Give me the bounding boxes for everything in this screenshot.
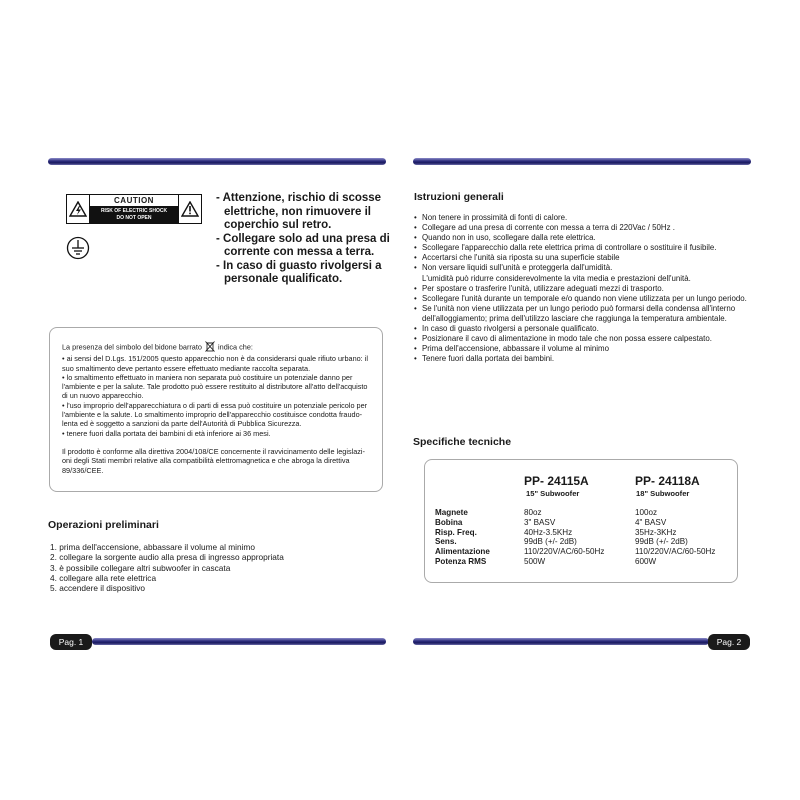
list-item: • Accertarsi che l'unità sia riposta su una superficie stabile: [414, 253, 784, 263]
list-item: • Collegare ad una presa di corrente con messa a terra di 220Vac / 50Hz .: [414, 223, 784, 233]
recycle-line: • lo smaltimento effettuato in maniera non separata può costituire un potenziale danno per: [62, 372, 353, 382]
spec-value: 99dB (+/- 2dB): [524, 537, 577, 547]
specs-title: Specifiche tecniche: [413, 436, 512, 448]
spec-label: Bobina: [435, 517, 463, 527]
spec-value: 40Hz-3.5KHz: [524, 527, 573, 537]
recycling-intro: La presenza del simbolo del bidone barrato indica che:: [62, 341, 372, 354]
model-subtitle: 18" Subwoofer: [636, 489, 690, 498]
spec-label: Risp. Freq.: [435, 527, 477, 537]
list-item: • Scollegare l'unità durante un temporale e/o quando non viene utilizzata per un lungo periodo.: [414, 294, 784, 304]
spec-values-24115a: [524, 508, 604, 567]
bottom-rule-right: [413, 638, 709, 645]
spec-label: Sens.: [435, 537, 457, 547]
spec-value: 80oz: [524, 508, 542, 517]
list-item: 2. collegare la sorgente audio alla presa di ingresso appropriata: [50, 552, 284, 563]
list-item: • Non tenere in prossimità di fonti di calore.: [414, 213, 784, 223]
recycle-line: • l'uso improprio dell'apparecchiatura o di parti di essa può costituire un potenziale pericolo per: [62, 400, 368, 410]
list-item: • Posizionare il cavo di alimentazione in modo tale che non possa essere calpestato.: [414, 334, 784, 344]
warning-item: - Collegare solo ad una presa di corrente con messa a terra.: [216, 232, 390, 258]
spec-value: 110/220V/AC/60-50Hz: [635, 547, 716, 557]
recycle-line: di un nuovo apparecchio.: [62, 391, 144, 401]
list-item: • In caso di guasto rivolgersi a personale qualificato.: [414, 324, 784, 334]
list-item: • Per spostare o trasferire l'unità, utilizzare adeguati mezzi di trasporto.: [414, 284, 784, 294]
crossed-bin-icon: [205, 341, 215, 354]
recycle-line: • ai sensi del D.Lgs. 151/2005 questo apparecchio non è da considerarsi quale rifiuto urbano: il: [62, 354, 368, 364]
recycle-line: l'ambiente e per la salute. Tale prodotto può essere restituito al distributore all'atto dell'acquisto: [62, 382, 368, 392]
safety-warnings: [216, 192, 396, 287]
list-item: • Quando non in uso, scollegare dalla rete elettrica.: [414, 233, 784, 243]
recycle-line: lenta ed è soggetto a sanzioni da parte dell'Autorità di Pubblica Sicurezza.: [62, 419, 302, 429]
list-item: dell'alloggiamento; prima dell'utilizzo lasciare che raggiunga la temperatura ambientale.: [422, 313, 727, 323]
list-item: • Non versare liquidi sull'unità e proteggerla dall'umidità.: [414, 263, 784, 273]
exclamation-warning-icon: [179, 195, 201, 223]
general-instructions-list: [414, 213, 784, 364]
model-name: PP- 24115A: [524, 474, 589, 488]
bottom-rule-left: [92, 638, 386, 645]
spec-value: 100oz: [635, 508, 658, 517]
top-rule-right: [413, 158, 751, 165]
caution-title: CAUTION: [114, 196, 154, 205]
list-item: 4. collegare alla rete elettrica: [50, 572, 157, 583]
directive-line: 89/336/CEE.: [62, 465, 104, 475]
warning-item: - In caso di guasto rivolgersi a personale qualificato.: [216, 259, 382, 285]
spec-label: Alimentazione: [435, 547, 490, 557]
spec-value: 4" BASV: [635, 517, 667, 527]
general-title: Istruzioni generali: [414, 191, 504, 203]
recycling-notice-box: [49, 327, 383, 492]
list-item: 1. prima dell'accensione, abbassare il volume al minimo: [50, 542, 255, 552]
list-item: • Tenere fuori dalla portata dei bambini.: [414, 354, 784, 364]
spec-label: Magnete: [435, 508, 468, 517]
list-item: • Scollegare l'apparecchio dalla rete elettrica prima di controllare o sostituire il fusibile.: [414, 243, 784, 253]
model-subtitle: 15" Subwoofer: [526, 489, 580, 498]
directive-line: Il prodotto è conforme alla direttiva 2004/108/CE concernente il ravvicinamento delle legislazi-: [62, 446, 365, 456]
recycle-line: • tenere fuori dalla portata dei bambini di età inferiore ai 36 mesi.: [62, 428, 271, 438]
operations-list: [50, 542, 284, 593]
model-name: PP- 24118A: [635, 474, 700, 488]
list-item: • Se l'unità non viene utilizzata per un lungo periodo può formarsi della condensa all'interno: [414, 304, 784, 314]
lightning-warning-icon: [67, 195, 89, 223]
spec-values-24118a: [635, 508, 715, 567]
ground-symbol-icon: [66, 236, 90, 265]
list-item: L'umidità può ridurre considerevolmente la vita media e prestazioni dell'unità.: [422, 273, 691, 283]
warning-item: - Attenzione, rischio di scosse elettriche, non rimuovere il coperchio sul retro.: [216, 192, 382, 231]
top-rule-left: [48, 158, 386, 165]
recycle-line: l'ambiente e la salute. Lo smaltimento improprio dell'apparecchio costituisce condotta fraudo-: [62, 410, 363, 420]
spec-value: 500W: [524, 556, 546, 566]
list-item: • Prima dell'accensione, abbassare il volume al minimo: [414, 344, 784, 354]
list-item: 5. accendere il dispositivo: [50, 583, 146, 594]
spec-value: 3" BASV: [524, 517, 556, 527]
spec-value: 600W: [635, 556, 657, 566]
caution-subtitle: RISK OF ELECTRIC SHOCK DO NOT OPEN: [90, 206, 178, 223]
spec-value: 35Hz-3KHz: [635, 527, 677, 537]
directive-line: oni degli Stati membri relative alla compatibilità elettromagnetica e che abroga la direttiva: [62, 456, 350, 466]
recycle-line: suo smaltimento deve pertanto essere effettuato mediante raccolta separata.: [62, 363, 311, 373]
page-number: Pag. 2: [708, 634, 750, 650]
spec-value: 99dB (+/- 2dB): [635, 537, 688, 547]
caution-label: [66, 194, 202, 224]
list-item: 3. è possibile collegare altri subwoofer in cascata: [50, 562, 231, 573]
spec-label: Potenza RMS: [435, 556, 487, 566]
spec-labels: [435, 508, 490, 567]
operations-title: Operazioni preliminari: [48, 519, 159, 531]
spec-value: 110/220V/AC/60-50Hz: [524, 547, 605, 557]
page-number: Pag. 1: [50, 634, 92, 650]
